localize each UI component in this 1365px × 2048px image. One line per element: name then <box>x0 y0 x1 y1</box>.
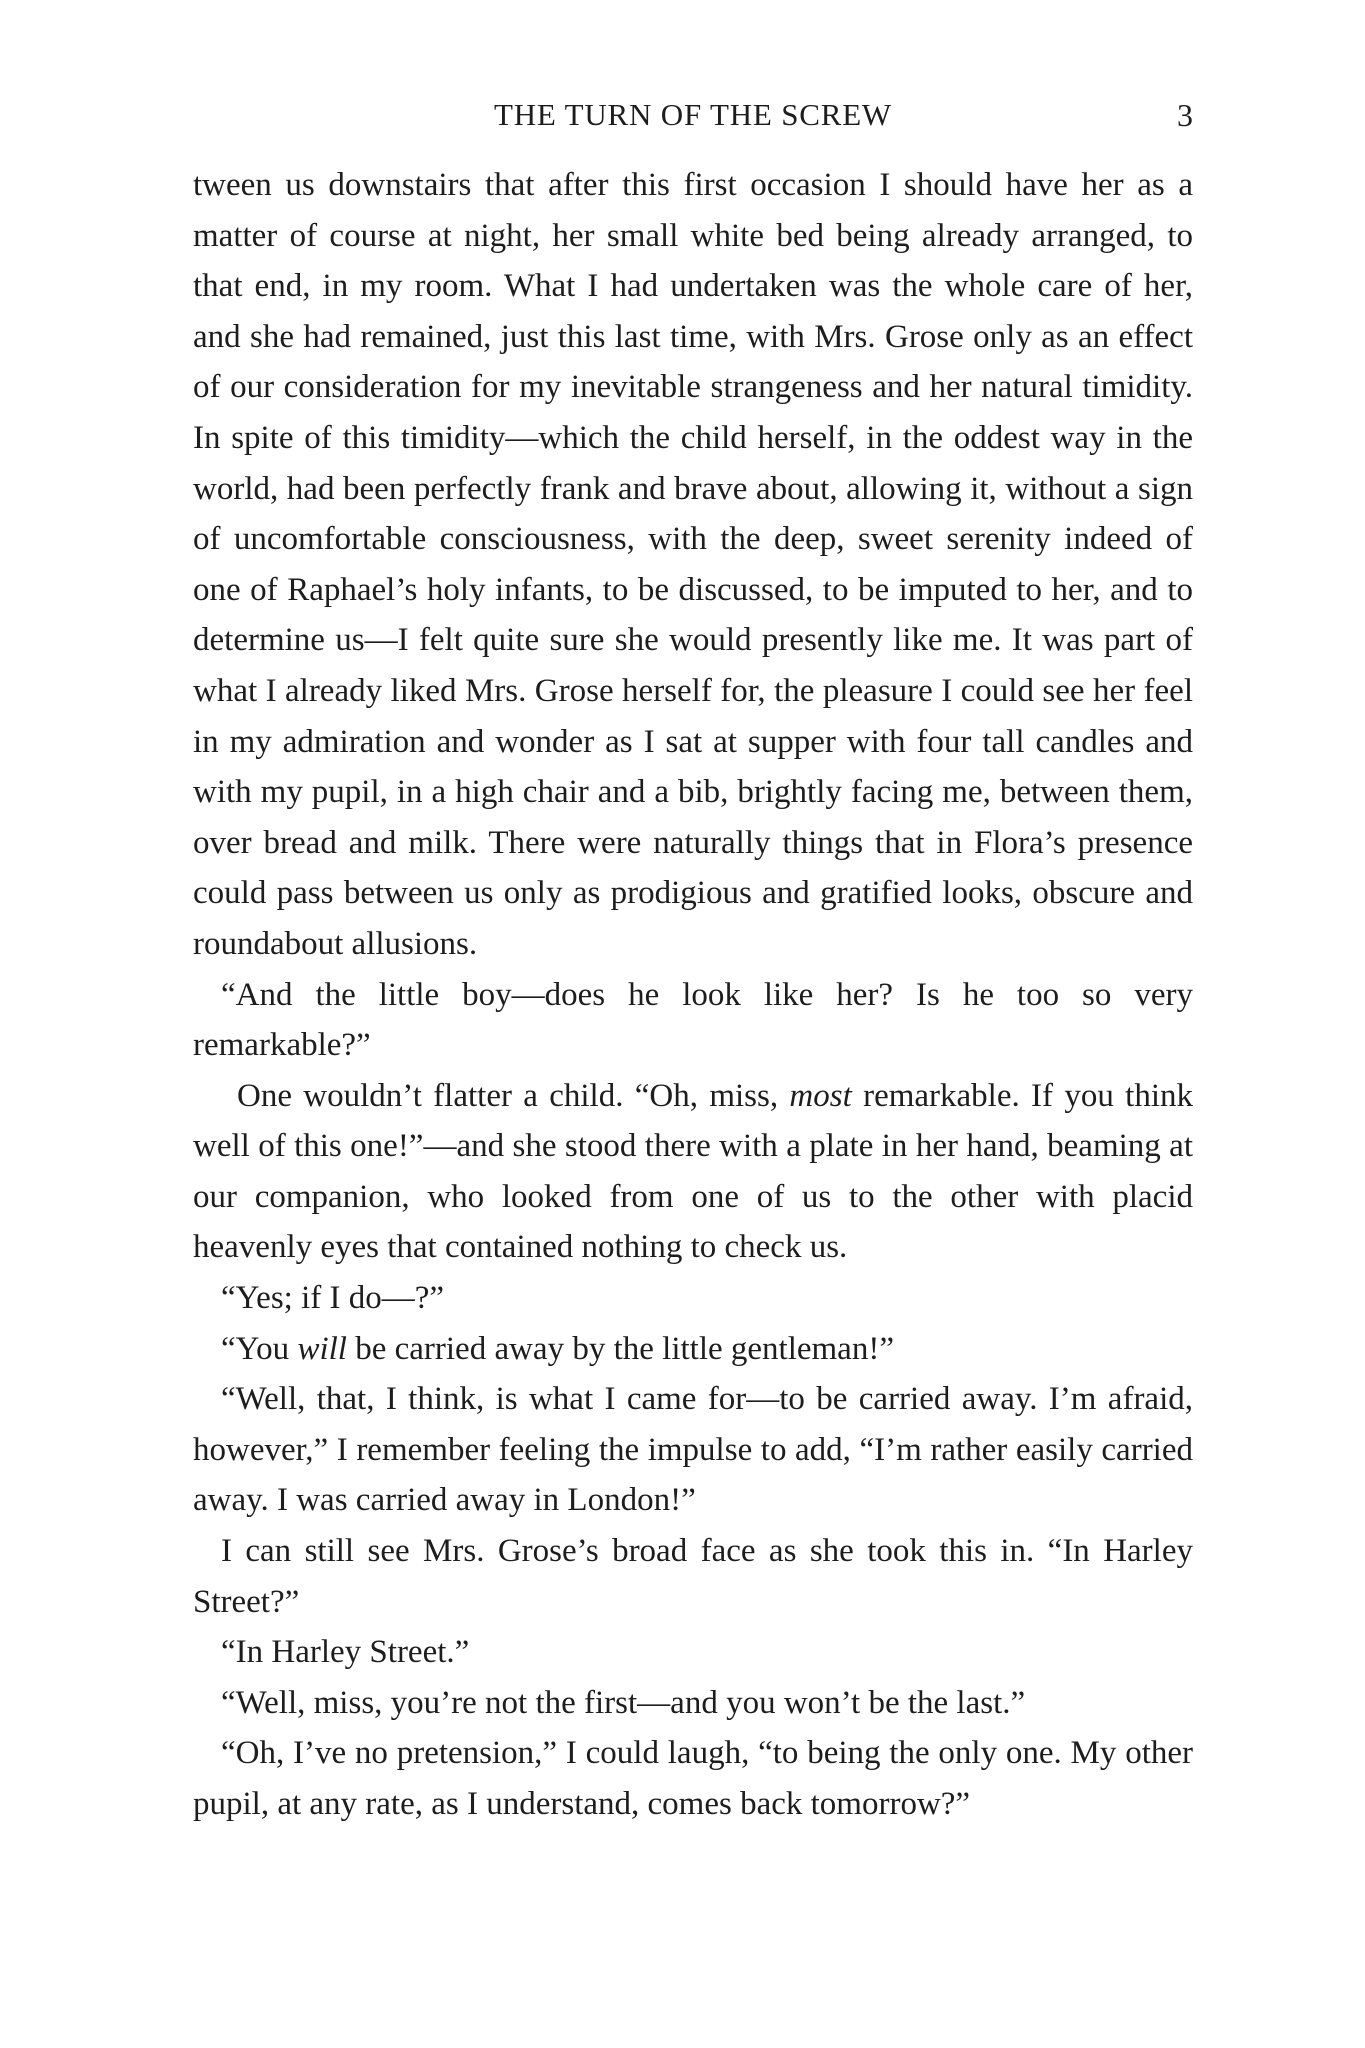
paragraph-8: “In Harley Street.” <box>221 1634 470 1671</box>
paragraph-1: tween us downstairs that after this first occasion I should have her as a matter of course at night, her small white bed being already arranged, to that end, in my room. What I had undertaken was the whole care of her, and she had remained, just this last time, with Mrs. Grose only as an effect of our consideration for my inevitable strangeness and her natural timidity. In spite of this timidity—which the child herself, in the oddest way in the world, had been perfectly frank and brave about, allowing it, without a sign of uncomfortable consciousness, with the deep, sweet serenity indeed of one of Raphael’s holy infants, to be discussed, to be imputed to her, and to determine us—I felt quite sure she would presently like me. It was part of what I already liked Mrs. Grose herself for, the pleasure I could see her feel in my admiration and wonder as I sat at supper with four tall candles and with my pupil, in a high chair and a bib, brightly facing me, between them, over bread and milk. There were naturally things that in Flora’s presence could pass between us only as prodigious and gratified looks, obscure and roundabout allusions. <box>193 167 1193 962</box>
paragraph-5 <box>193 1324 1193 1375</box>
paragraph-7: I can still see Mrs. Grose’s broad face as she took this in. “In Harley Street?” <box>193 1533 1193 1620</box>
page-header <box>193 92 1193 140</box>
paragraph-9: “Well, miss, you’re not the first—and you won’t be the last.” <box>221 1684 1026 1721</box>
paragraph-2: “And the little boy—does he look like her? Is he too so very remarkable?” <box>193 976 1193 1064</box>
paragraph-4: “Yes; if I do—?” <box>221 1280 445 1317</box>
paragraph-3 <box>193 1071 1193 1273</box>
paragraph-5-emphasis: will <box>297 1330 347 1367</box>
page-number: 3 <box>1177 97 1193 133</box>
paragraph-3-text-a: One wouldn’t flatter a child. “Oh, miss, <box>237 1077 790 1114</box>
running-title: THE TURN OF THE SCREW <box>493 97 892 132</box>
paragraph-3-text-b: remarkable. If you think well of this one!”—and she stood there with a plate in her hand, beaming at our companion, who looked from one of us to the other with placid heavenly eyes that contained nothing to check us. <box>193 1077 1194 1266</box>
paragraph-10: “Oh, I’ve no pretension,” I could laugh, “to being the only one. My other pupil, at any rate, as I understand, comes back tomorrow?” <box>193 1735 1193 1822</box>
paragraph-3-emphasis: most <box>789 1077 852 1114</box>
paragraph-6: “Well, that, I think, is what I came for—to be carried away. I’m afraid, however,” I remember feeling the impulse to add, “I’m rather easily carried away. I was carried away in London!” <box>193 1381 1193 1519</box>
paragraph-5-text-b: be carried away by the little gentleman!” <box>346 1330 894 1367</box>
paragraph-5-text-a: “You <box>221 1330 298 1367</box>
body-text <box>193 160 1193 1830</box>
